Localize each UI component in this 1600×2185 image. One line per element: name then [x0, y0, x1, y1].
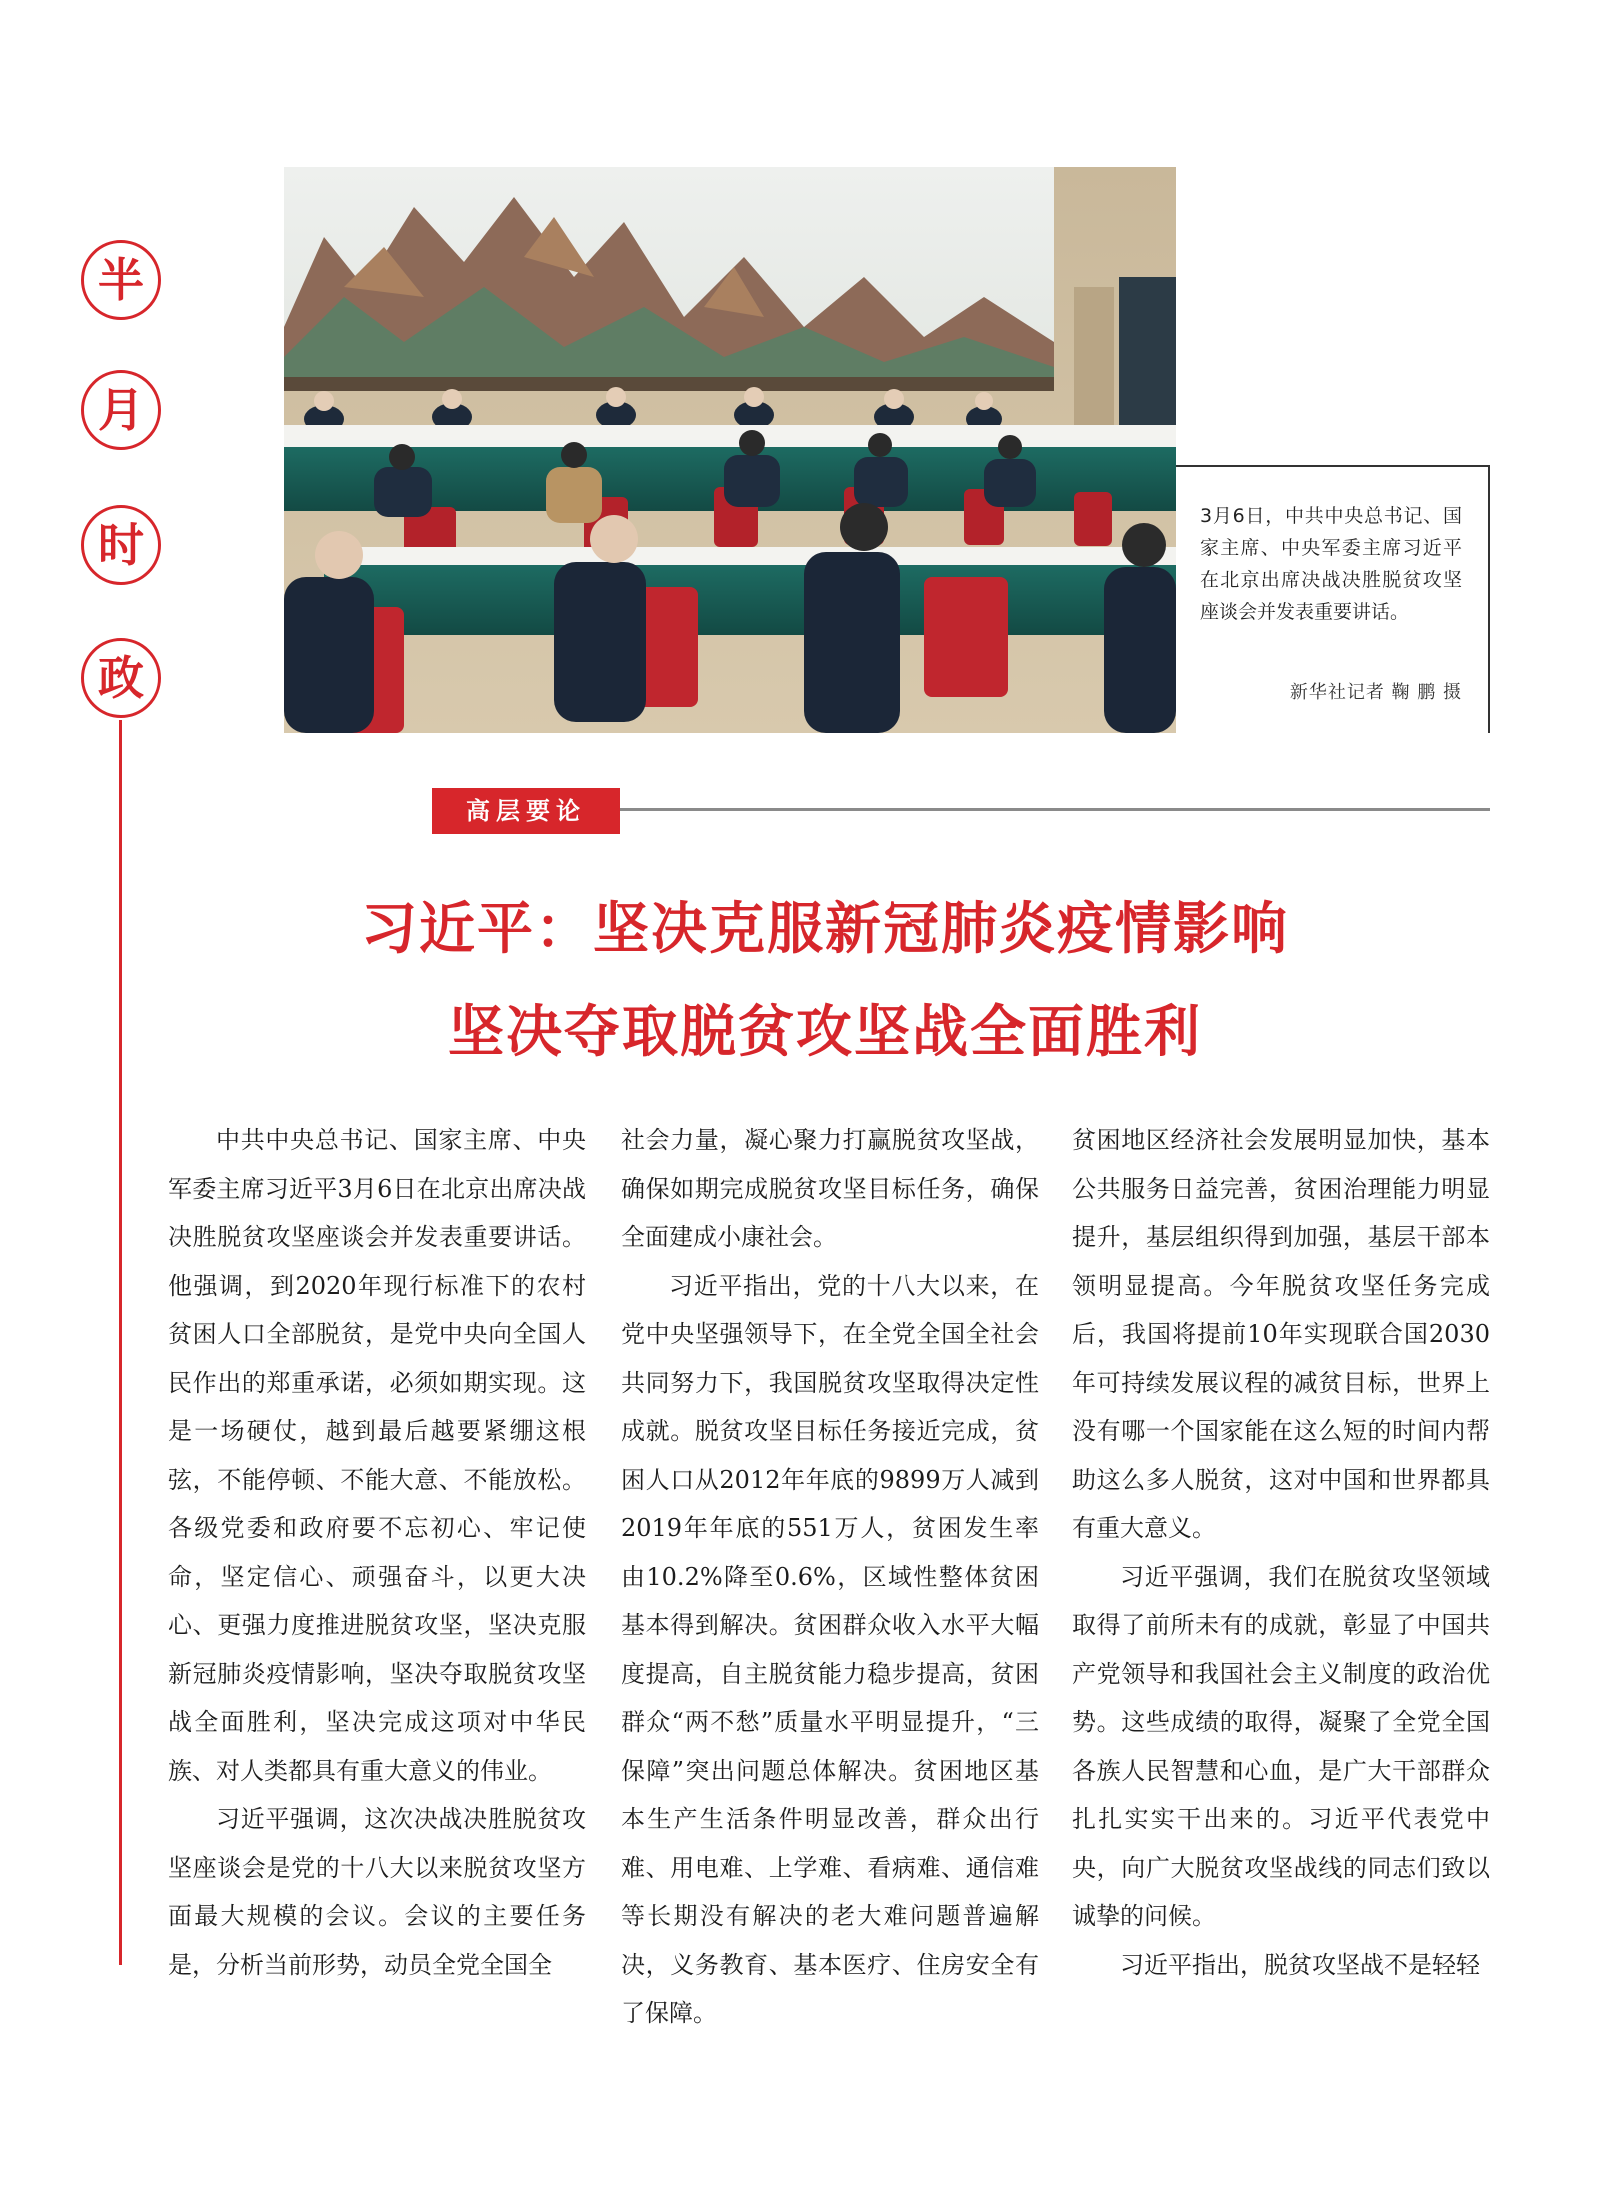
photo-caption: 3月6日，中共中央总书记、国家主席、中央军委主席习近平在北京出席决战决胜脱贫攻坚座谈会并发表重要讲话。: [1200, 505, 1462, 623]
paragraph: 社会力量，凝心聚力打赢脱贫攻坚战，确保如期完成脱贫攻坚目标任务，确保全面建成小康社会。: [621, 1126, 1039, 1251]
body-column-1: [168, 1116, 586, 1989]
sidebar-rule: [119, 720, 122, 1965]
paragraph: 中共中央总书记、国家主席、中央军委主席习近平3月6日在北京出席决战决胜脱贫攻坚座谈会并发表重要讲话。他强调，到2020年现行标准下的农村贫困人口全部脱贫，是党中央向全国人民作出的郑重承诺，必须如期实现。这是一场硬仗，越到最后越要紧绷这根弦，不能停顿、不能大意、不能放松。各级党委和政府要不忘初心、牢记使命，坚定信心、顽强奋斗，以更大决心、更强力度推进脱贫攻坚，坚决克服新冠肺炎疫情影响，坚决夺取脱贫攻坚战全面胜利，坚决完成这项对中华民族、对人类都具有重大意义的伟业。: [168, 1126, 586, 1785]
sidebar-label-char-1: 半: [81, 240, 161, 320]
paragraph: 习近平指出，脱贫攻坚战不是轻轻: [1120, 1950, 1480, 1979]
paragraph: 习近平指出，党的十八大以来，在党中央坚强领导下，在全党全国全社会共同努力下，我国脱贫攻坚取得决定性成就。脱贫攻坚目标任务接近完成，贫困人口从2012年年底的9899万人减到2019年年底的551万人，贫困发生率由10.2%降至0.6%，区域性整体贫困基本得到解决。贫困群众收入水平大幅度提高，自主脱贫能力稳步提高，贫困群众“两不愁”质量水平明显提升，“三保障”突出问题总体解决。贫困地区基本生产生活条件明显改善，群众出行难、用电难、上学难、看病难、通信难等长期没有解决的老大难问题普遍解决，义务教育、基本医疗、住房安全有了保障。: [621, 1271, 1039, 2027]
section-tag: 高层要论: [432, 788, 620, 834]
photo-credit: 新华社记者 鞠 鹏 摄: [1289, 682, 1462, 703]
section-rule: [620, 808, 1490, 811]
paragraph: 习近平强调，这次决战决胜脱贫攻坚座谈会是党的十八大以来脱贫攻坚方面最大规模的会议。会议的主要任务是，分析当前形势，动员全党全国全: [168, 1805, 586, 1979]
sidebar-label-char-2: 月: [81, 370, 161, 450]
article-title-line-2: 坚决夺取脱贫攻坚战全面胜利: [448, 1000, 1202, 1065]
sidebar-label-char-4: 政: [81, 638, 161, 718]
sidebar-label-char-3: 时: [81, 505, 161, 585]
body-column-2: [621, 1116, 1039, 2038]
meeting-photo-illustration: [284, 167, 1176, 733]
meeting-photo: [284, 167, 1176, 733]
body-column-3: [1072, 1116, 1490, 1989]
paragraph: 贫困地区经济社会发展明显加快，基本公共服务日益完善，贫困治理能力明显提升，基层组织得到加强，基层干部本领明显提高。今年脱贫攻坚任务完成后，我国将提前10年实现联合国2030年可持续发展议程的减贫目标，世界上没有哪一个国家能在这么短的时间内帮助这么多人脱贫，这对中国和世界都具有重大意义。: [1072, 1126, 1490, 1542]
article-title-line-1: 习近平：坚决克服新冠肺炎疫情影响: [361, 897, 1289, 962]
paragraph: 习近平强调，我们在脱贫攻坚领域取得了前所未有的成就，彰显了中国共产党领导和我国社会主义制度的政治优势。这些成绩的取得，凝聚了全党全国各族人民智慧和心血，是广大干部群众扎扎实实干出来的。习近平代表党中央，向广大脱贫攻坚战线的同志们致以诚挚的问候。: [1072, 1562, 1490, 1930]
